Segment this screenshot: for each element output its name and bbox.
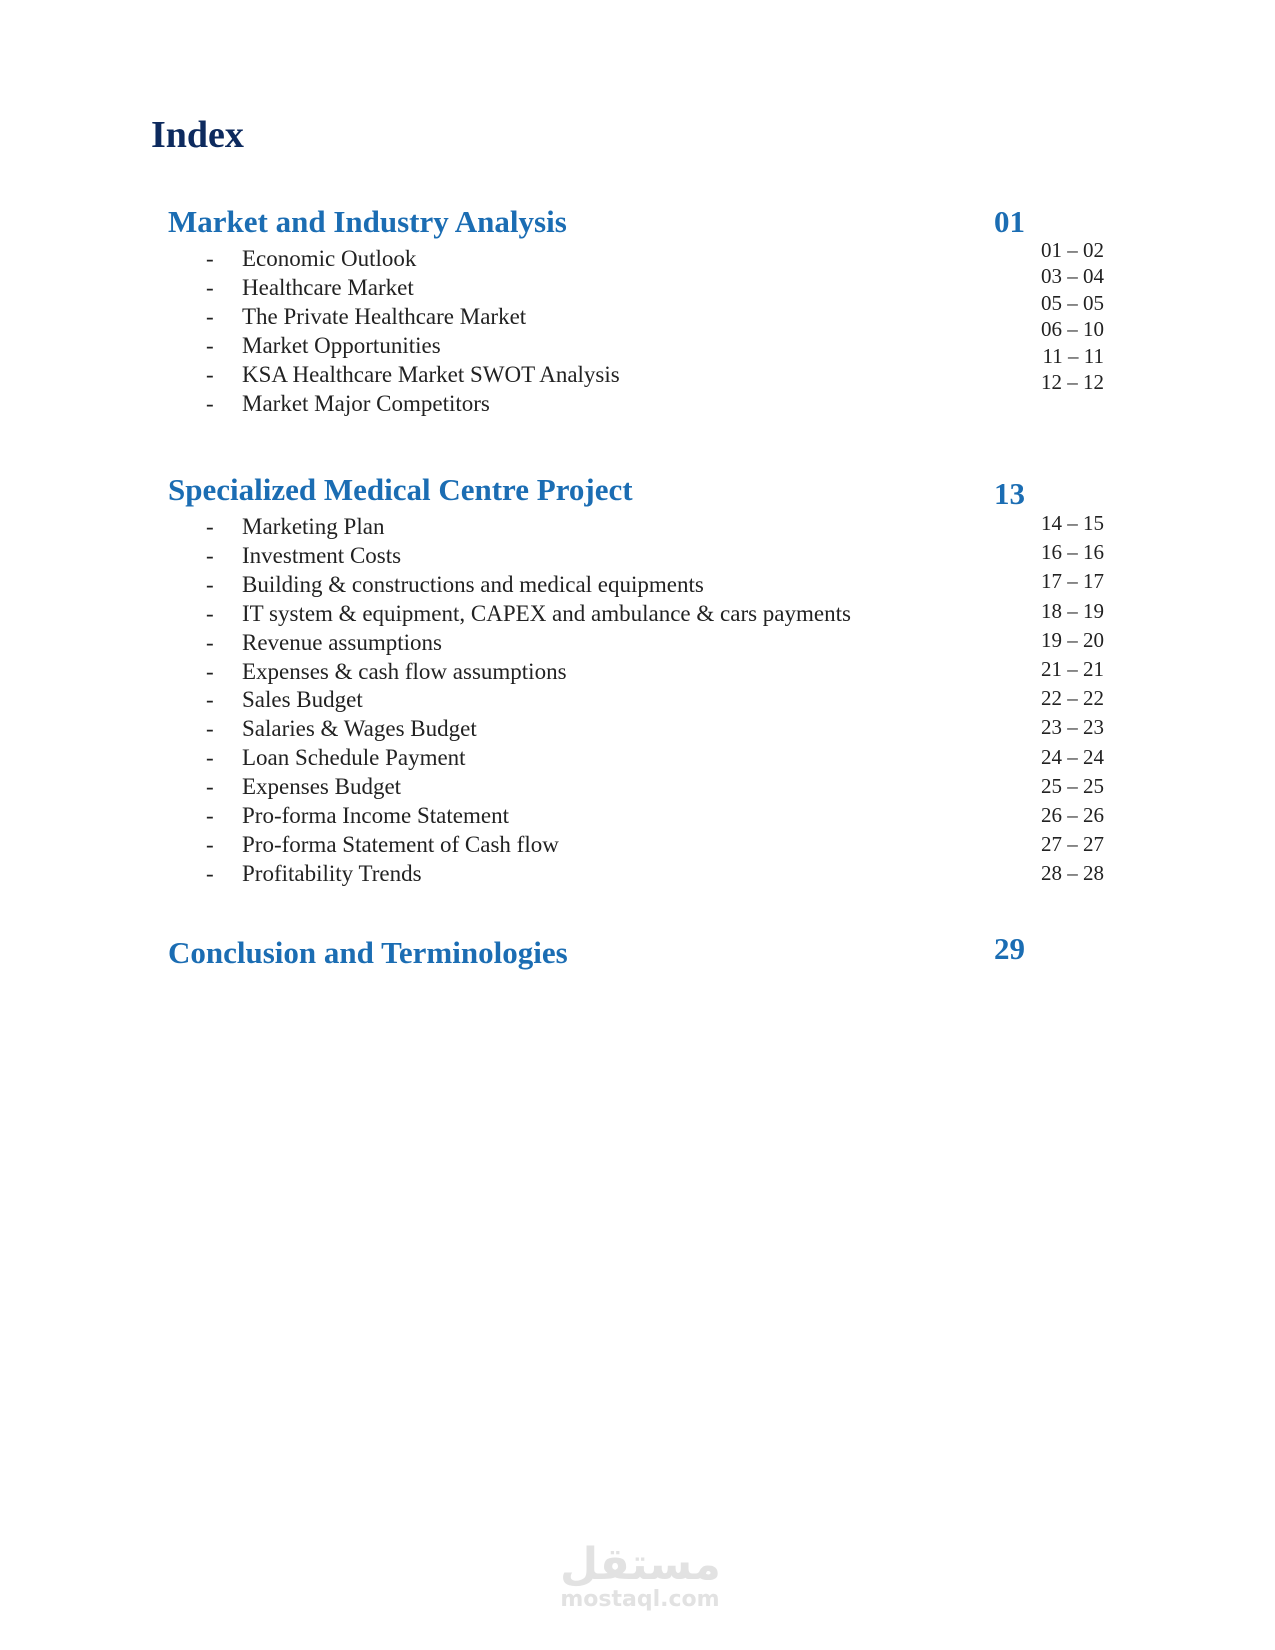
- bullet-dash: -: [206, 774, 214, 800]
- section-page-number: 01: [994, 204, 1025, 239]
- toc-entry[interactable]: Building & constructions and medical equipments: [242, 571, 704, 597]
- toc-entry[interactable]: Expenses & cash flow assumptions: [242, 658, 567, 684]
- page-range: 23 – 23: [1041, 715, 1104, 740]
- bullet-dash: -: [206, 542, 214, 568]
- toc-entry[interactable]: Salaries & Wages Budget: [242, 716, 477, 742]
- toc-entry[interactable]: Market Major Competitors: [242, 390, 490, 416]
- toc-entry[interactable]: Market Opportunities: [242, 332, 441, 358]
- bullet-dash: -: [206, 658, 214, 684]
- toc-entry[interactable]: Expenses Budget: [242, 774, 402, 800]
- page-range: 17 – 17: [1041, 569, 1104, 594]
- bullet-dash: -: [206, 716, 214, 742]
- toc-entry[interactable]: Economic Outlook: [242, 246, 417, 271]
- bullet-dash: -: [206, 361, 214, 387]
- toc-entry[interactable]: IT system & equipment, CAPEX and ambulance & cars payments: [242, 600, 851, 626]
- toc-entry[interactable]: Pro-forma Statement of Cash flow: [242, 831, 559, 857]
- bullet-dash: -: [206, 514, 214, 539]
- toc-entry[interactable]: Loan Schedule Payment: [242, 745, 466, 771]
- bullet-dash: -: [206, 274, 214, 300]
- page-range: 05 – 05: [1041, 290, 1104, 315]
- toc-entry[interactable]: Profitability Trends: [242, 860, 422, 886]
- page-range: 12 – 12: [1041, 370, 1104, 394]
- page-range: 27 – 27: [1041, 832, 1104, 857]
- mostaql-watermark-logo: [560, 1539, 721, 1612]
- toc-entry[interactable]: Revenue assumptions: [242, 629, 442, 655]
- page-range: 03 – 04: [1041, 264, 1104, 289]
- bullet-dash: -: [206, 332, 214, 358]
- toc-entry[interactable]: Healthcare Market: [242, 274, 414, 300]
- bullet-dash: -: [206, 246, 214, 271]
- bullet-dash: -: [206, 831, 214, 857]
- toc-entry[interactable]: The Private Healthcare Market: [242, 303, 527, 329]
- bullet-dash: -: [206, 629, 214, 655]
- page-range: 26 – 26: [1041, 803, 1104, 827]
- page-range: 21 – 21: [1041, 657, 1104, 681]
- toc-entry[interactable]: Marketing Plan: [242, 514, 385, 539]
- page-title: Index: [151, 114, 244, 156]
- page-range: 22 – 22: [1041, 686, 1104, 711]
- bullet-dash: -: [206, 803, 214, 828]
- section-heading[interactable]: Conclusion and Terminologies: [168, 935, 568, 970]
- section-heading[interactable]: Specialized Medical Centre Project: [168, 472, 633, 507]
- page-range: 11 – 11: [1042, 343, 1104, 368]
- page-range: 18 – 19: [1041, 598, 1104, 623]
- bullet-dash: -: [206, 745, 214, 771]
- watermark-arabic: مستقل: [560, 1539, 721, 1590]
- page-range: 06 – 10: [1041, 317, 1104, 342]
- watermark-latin: mostaql.com: [560, 1587, 720, 1612]
- toc-entry[interactable]: Sales Budget: [242, 687, 363, 713]
- page-range: 14 – 15: [1041, 511, 1104, 535]
- bullet-dash: -: [206, 571, 214, 597]
- toc-entry[interactable]: Investment Costs: [242, 542, 402, 568]
- section-page-number: 29: [994, 931, 1025, 966]
- page-range: 19 – 20: [1041, 627, 1104, 652]
- bullet-dash: -: [206, 687, 214, 713]
- section-page-number: 13: [994, 476, 1025, 511]
- toc-entry[interactable]: KSA Healthcare Market SWOT Analysis: [242, 361, 620, 387]
- page-range: 24 – 24: [1041, 744, 1104, 769]
- bullet-dash: -: [206, 303, 214, 329]
- page-range: 01 – 02: [1041, 238, 1104, 262]
- bullet-dash: -: [206, 860, 214, 886]
- page-range: 28 – 28: [1041, 861, 1104, 886]
- bullet-dash: -: [206, 600, 214, 626]
- page-range: 16 – 16: [1041, 540, 1104, 565]
- toc-entry[interactable]: Pro-forma Income Statement: [242, 803, 509, 828]
- page-range: 25 – 25: [1041, 773, 1104, 798]
- section-heading[interactable]: Market and Industry Analysis: [168, 204, 567, 239]
- bullet-dash: -: [206, 390, 214, 416]
